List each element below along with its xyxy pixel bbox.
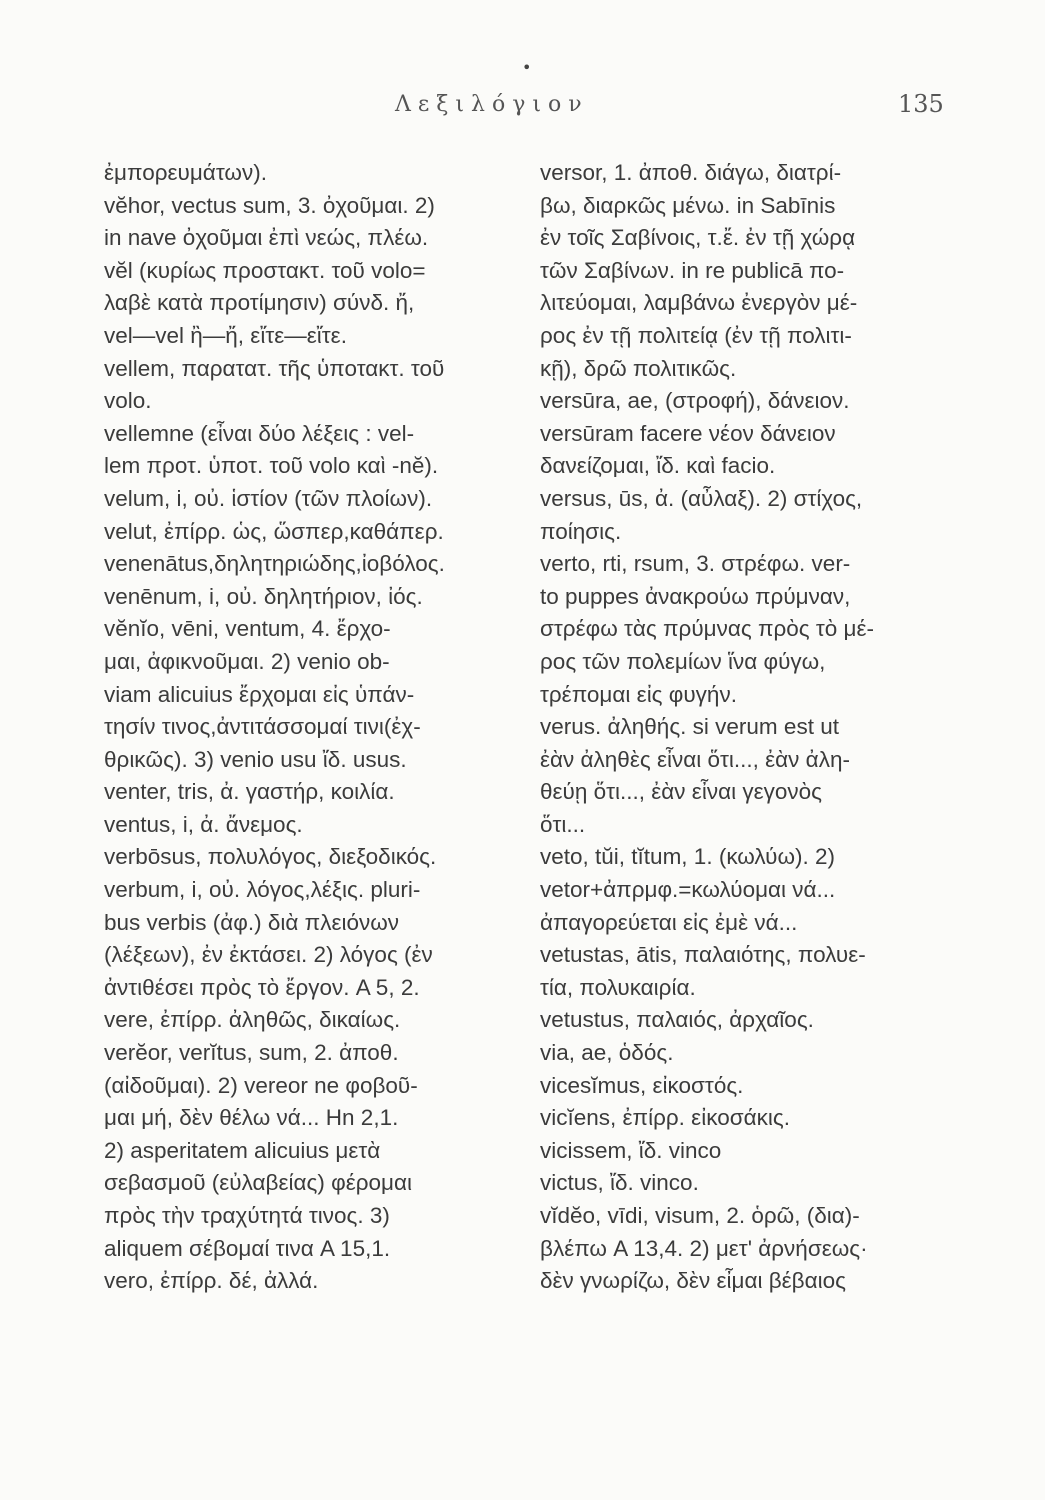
entry-line: bus verbis (ἀφ.) διὰ πλειόνων	[104, 909, 400, 935]
entry-line: μαι, ἀφικνοῦμαι. 2) venio ob-	[104, 648, 390, 674]
entry-line: 2) asperitatem alicuius μετὰ	[104, 1137, 381, 1163]
entry-line: λιτεύομαι, λαμβάνω ἐνεργὸν μέ-	[540, 290, 858, 316]
entry-line: ποίησις.	[540, 518, 622, 544]
entry-line: to puppes ἀνακρούω πρύμναν,	[540, 583, 851, 609]
entry-line: volo.	[104, 388, 152, 414]
entry-line: verto, rti, rsum, 3. στρέφω. ver-	[540, 551, 851, 577]
entry-line: versūra, ae, (στροφή), δάνειον.	[540, 388, 850, 414]
entry-line: vĕnĭo, vēni, ventum, 4. ἔρχο-	[104, 616, 391, 642]
entry-line: venēnum, i, οὐ. δηλητήριον, ἰός.	[104, 583, 423, 609]
entry-line: velum, i, οὐ. ἱστίον (τῶν πλοίων).	[104, 485, 433, 511]
entry-line: velut, ἐπίρρ. ὡς, ὥσπερ,καθάπερ.	[104, 518, 444, 544]
entry-line: lem προτ. ὑποτ. τοῦ volo καὶ -nĕ).	[104, 453, 439, 479]
entry-line: versus, ūs, ἀ. (αὖλαξ). 2) στίχος,	[540, 485, 863, 511]
entry-line: vicesĭmus, εἰκοστός.	[540, 1072, 744, 1098]
entry-line: vel—vel ἢ—ἤ, εἴτε—εἴτε.	[104, 322, 347, 348]
printer-mark: •	[522, 58, 532, 77]
entry-line: δανείζομαι, ἴδ. καὶ facio.	[540, 453, 776, 479]
entry-line: ἐν τοῖς Σαβίνοις, τ.ἔ. ἐν τῇ χώρᾳ	[540, 225, 856, 251]
entry-line: τῶν Σαβίνων. in re publicā πο-	[540, 257, 845, 283]
entry-line: vicĭens, ἐπίρρ. εἰκοσάκις.	[540, 1105, 790, 1131]
entry-line: versūram facere νέον δάνειον	[540, 420, 836, 446]
entry-line: ρος τῶν πολεμίων ἵνα φύγω,	[540, 648, 826, 674]
entry-line: aliquem σέβομαί τινα A 15,1.	[104, 1235, 391, 1261]
entry-line: venter, tris, ἀ. γαστήρ, κοιλία.	[104, 779, 395, 805]
entry-line: σεβασμοῦ (εὐλαβείας) φέρομαι	[104, 1170, 413, 1196]
entry-line: ἐμπορευμάτων).	[104, 160, 267, 185]
entry-line: verbōsus, πολυλόγος, διεξοδικός.	[104, 844, 437, 870]
entry-line: ἐὰν ἀληθὲς εἶναι ὅτι..., ἐὰν ἀλη-	[540, 746, 850, 772]
entry-line: veto, tŭi, tĭtum, 1. (κωλύω). 2)	[540, 844, 836, 870]
entry-line: vĭdĕo, vīdi, visum, 2. ὁρῶ, (δια)-	[540, 1203, 860, 1228]
entry-line: λαβὲ κατὰ προτίμησιν) σύνδ. ἤ,	[104, 290, 415, 316]
entry-line: vere, ἐπίρρ. ἀληθῶς, δικαίως.	[104, 1007, 401, 1033]
entry-line: θρικῶς). 3) venio usu ἴδ. usus.	[104, 746, 407, 772]
entry-line: in nave ὀχοῦμαι ἐπὶ νεώς, πλέω.	[104, 225, 429, 251]
entry-line: τία, πολυκαιρία.	[540, 974, 696, 1000]
entry-line: vellemne (εἶναι δύο λέξεις : vel-	[104, 420, 415, 446]
entry-line: viam alicuius ἔρχομαι εἰς ὑπάν-	[104, 681, 415, 707]
entry-line: ρος ἐν τῇ πολιτείᾳ (ἐν τῇ πολιτι-	[540, 322, 852, 348]
entry-line: (αἰδοῦμαι). 2) vereor ne φοβοῦ-	[104, 1072, 418, 1098]
entry-line: verbum, i, οὐ. λόγος,λέξις. pluri-	[104, 877, 421, 903]
entry-line: θεύῃ ὅτι..., ἐὰν εἶναι γεγονὸς	[540, 779, 822, 805]
entry-line: victus, ἴδ. vinco.	[540, 1170, 699, 1196]
entry-line: στρέφω τὰς πρύμνας πρὸς τὸ μέ-	[540, 616, 875, 642]
entry-line: versor, 1. ἀποθ. διάγω, διατρί-	[540, 160, 842, 185]
entry-line: vĕhor, vectus sum, 3. ὀχοῦμαι. 2)	[104, 192, 435, 218]
entry-line: ἀντιθέσει πρὸς τὸ ἔργον. A 5, 2.	[104, 974, 420, 1000]
entry-line: vetor+ἀπρμφ.=κωλύομαι νά...	[540, 877, 836, 903]
entry-line: vicissem, ἴδ. vinco	[540, 1137, 722, 1163]
entry-line: vellem, παρατατ. τῆς ὑποτακτ. τοῦ	[104, 355, 445, 381]
entry-line: vĕl (κυρίως προστακτ. τοῦ volo=	[104, 257, 426, 283]
entry-line: κῇ), δρῶ πολιτικῶς.	[540, 355, 737, 381]
entry-line: βλέπω A 13,4. 2) μετ' ἀρνήσεως·	[540, 1235, 868, 1261]
running-header-title: Λεξιλόγιον	[395, 92, 589, 117]
entry-line: μαι μή, δὲν θέλω νά... Hn 2,1.	[104, 1105, 399, 1131]
right-column	[540, 157, 1010, 1298]
entry-line: verus. ἀληθής. si verum est ut	[540, 714, 839, 740]
page-number: 135	[898, 90, 944, 118]
entry-line: βω, διαρκῶς μένω. in Sabīnis	[540, 192, 836, 218]
entry-line: vero, ἐπίρρ. δέ, ἀλλά.	[104, 1268, 319, 1294]
entry-line: ventus, i, ἀ. ἄνεμος.	[104, 811, 303, 837]
entry-line: πρὸς τὴν τραχύτητά τινος. 3)	[104, 1203, 390, 1228]
entry-line: venenātus,δηλητηριώδης,ἰοβόλος.	[104, 551, 445, 577]
entry-line: ὅτι...	[540, 811, 586, 837]
entry-line: via, ae, ὁδός.	[540, 1040, 674, 1066]
left-column	[104, 157, 524, 1298]
entry-line: vetustus, παλαιός, ἀρχαῖος.	[540, 1007, 814, 1033]
entry-line: δὲν γνωρίζω, δὲν εἶμαι βέβαιος	[540, 1268, 846, 1294]
entry-line: τρέπομαι εἰς φυγήν.	[540, 681, 737, 707]
entry-line: vetustas, ātis, παλαιότης, πολυε-	[540, 942, 866, 968]
entry-line: ἀπαγορεύεται εἰς ἐμὲ νά...	[540, 909, 798, 935]
entry-line: (λέξεων), ἐν ἐκτάσει. 2) λόγος (ἐν	[104, 942, 433, 968]
entry-line: τησίν τινος,ἀντιτάσσομαί τινι(ἐχ-	[104, 714, 421, 740]
entry-line: verĕor, verĭtus, sum, 2. ἀποθ.	[104, 1040, 399, 1066]
